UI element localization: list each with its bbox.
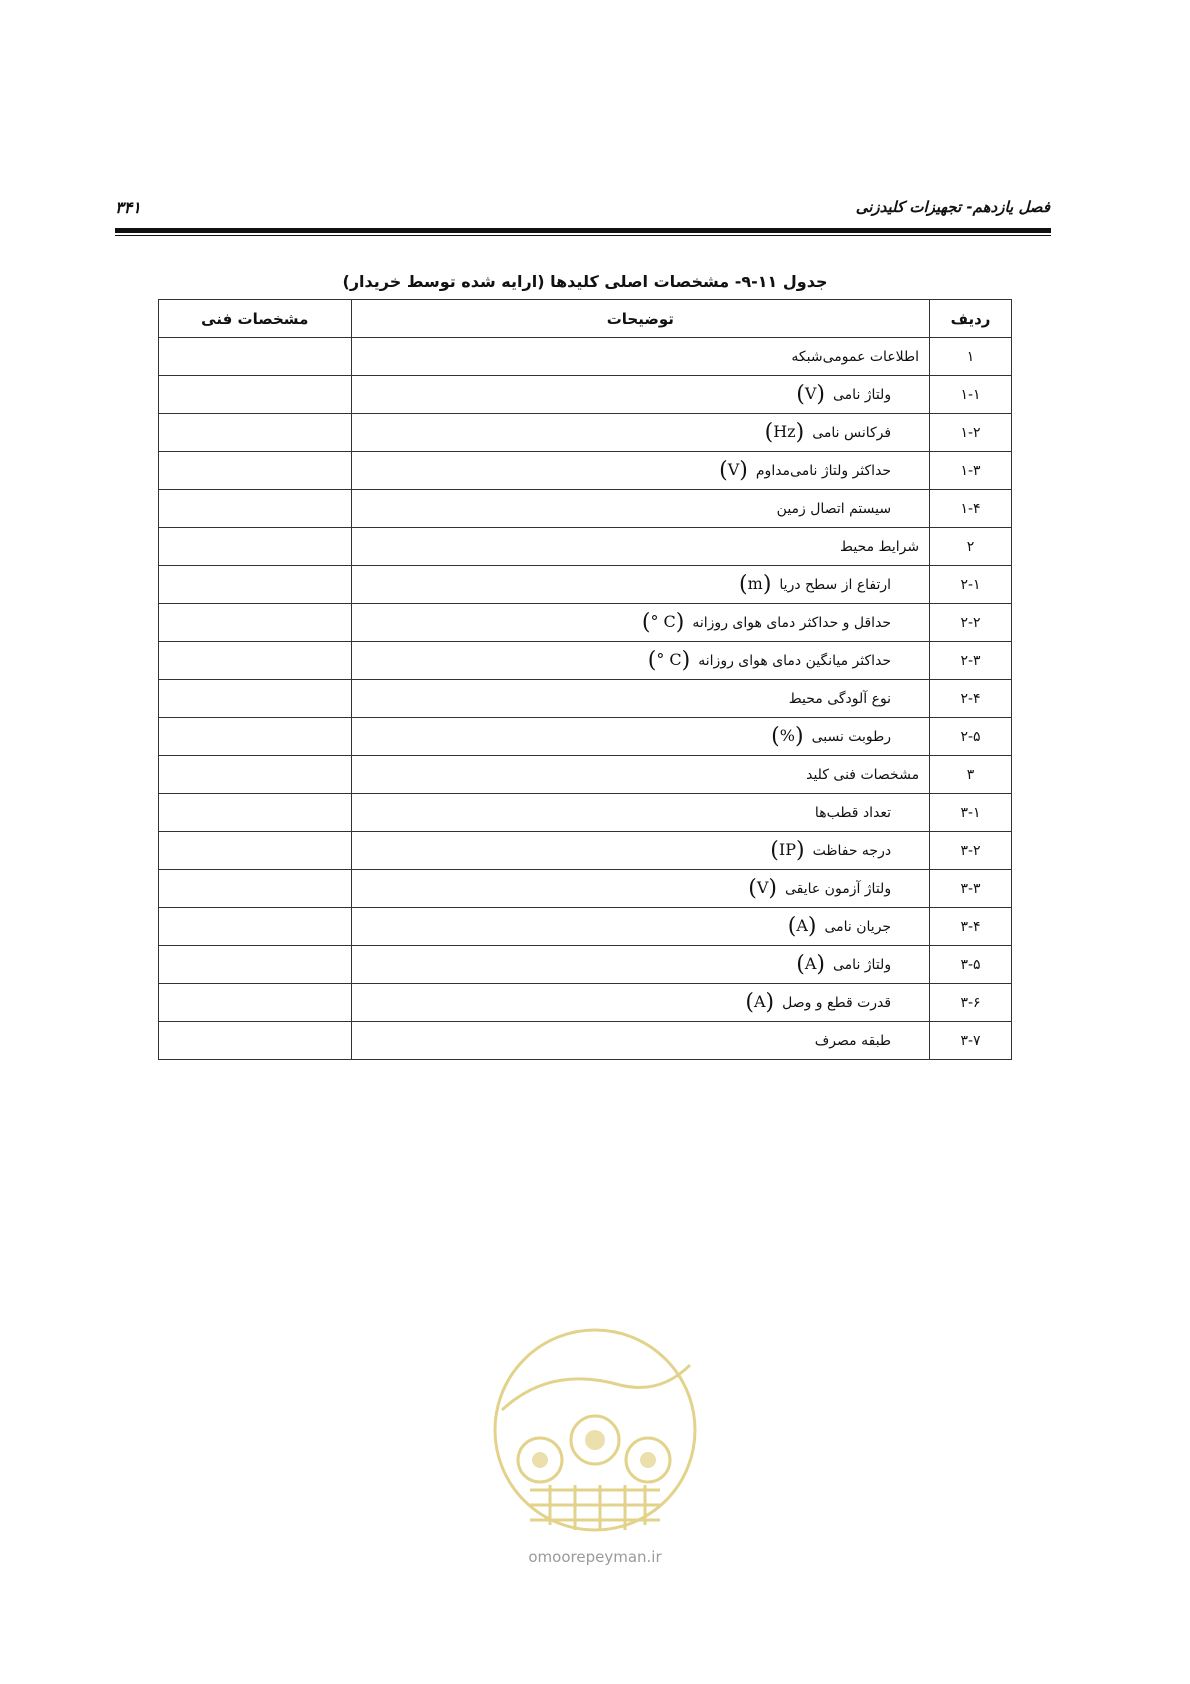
table-row [159,984,1012,1022]
row-description-text: جریان نامی [824,919,892,935]
row-unit-text: A [804,954,817,973]
header-rule-thick [115,228,1051,233]
row-number: ۲-۴ [930,680,1012,718]
row-number: ۱ [930,338,1012,376]
table-row [159,376,1012,414]
row-description [351,870,930,908]
row-number: ۳-۳ [930,870,1012,908]
row-technical-spec-cell[interactable] [159,718,352,756]
row-unit-text: V [727,460,740,479]
row-number: ۳-۴ [930,908,1012,946]
table-row [159,794,1012,832]
row-unit-text: V [804,384,817,403]
row-description [351,642,930,680]
row-unit: (IP) [770,838,805,863]
row-unit: (° C) [641,610,685,635]
row-number: ۱-۳ [930,452,1012,490]
header-technical-spec: مشخصات فنی [159,300,352,338]
table-row [159,832,1012,870]
row-description [351,946,930,984]
row-number: ۲-۵ [930,718,1012,756]
row-unit-text: A [796,916,808,935]
page-number: ۳۴۱ [115,198,141,217]
row-number: ۳-۲ [930,832,1012,870]
row-description-text: حداکثر میانگین دمای هوای روزانه [698,653,892,669]
row-description-text: سیستم اتصال زمین [776,500,892,517]
row-number: ۱-۱ [930,376,1012,414]
row-description-text: فرکانس نامی [812,425,892,441]
row-number: ۲-۲ [930,604,1012,642]
row-description-text: اطلاعات عمومی‌شبکه [791,348,920,365]
row-technical-spec-cell[interactable] [159,756,352,794]
row-technical-spec-cell[interactable] [159,680,352,718]
table-row [159,870,1012,908]
table-row [159,642,1012,680]
table-row [159,604,1012,642]
table-row [159,490,1012,528]
row-description-text: رطوبت نسبی [811,729,892,745]
row-unit: (Hz) [764,420,805,445]
row-description-text: نوع آلودگی محیط [788,690,892,707]
row-technical-spec-cell[interactable] [159,376,352,414]
row-unit-text: IP [778,840,796,859]
row-unit-text: V [756,878,769,897]
row-description [351,984,930,1022]
row-unit: (A) [745,990,775,1015]
row-unit: (A) [796,952,826,977]
row-description [351,414,930,452]
row-description-text: تعداد قطب‌ها [814,804,892,821]
row-unit-text: A [753,992,766,1011]
row-number: ۲-۱ [930,566,1012,604]
row-description [351,338,930,376]
row-technical-spec-cell[interactable] [159,832,352,870]
row-technical-spec-cell[interactable] [159,452,352,490]
table-header-row [159,300,1012,338]
row-description-text: ولتاژ نامی [833,387,892,403]
table-row [159,756,1012,794]
row-description [351,528,930,566]
row-description-text: درجه حفاظت [812,843,892,859]
table-body [159,338,1012,1060]
row-unit: (V) [796,382,826,407]
row-number: ۳-۷ [930,1022,1012,1060]
table-row [159,946,1012,984]
row-description [351,794,930,832]
row-technical-spec-cell[interactable] [159,566,352,604]
row-technical-spec-cell[interactable] [159,794,352,832]
row-unit-text: Hz [773,422,796,441]
table-row [159,566,1012,604]
table-row [159,1022,1012,1060]
table-row [159,452,1012,490]
row-technical-spec-cell[interactable] [159,908,352,946]
row-description [351,452,930,490]
row-description-text: ولتاژ آزمون عایقی [784,881,892,897]
row-description-text: قدرت قطع و وصل [782,995,892,1011]
row-unit: (%) [771,724,804,749]
watermark-caption: omoorepeyman.ir [528,1548,662,1566]
row-number: ۳ [930,756,1012,794]
table-row [159,680,1012,718]
row-technical-spec-cell[interactable] [159,1022,352,1060]
row-technical-spec-cell[interactable] [159,946,352,984]
row-description [351,490,930,528]
table-row [159,338,1012,376]
page-header [115,196,1050,226]
row-unit-text: % [779,726,795,745]
table-row [159,718,1012,756]
chapter-title: فصل یازدهم- تجهیزات کلیدزنی [855,198,1050,216]
row-description [351,908,930,946]
row-unit: (m) [739,572,772,597]
row-technical-spec-cell[interactable] [159,338,352,376]
row-description [351,566,930,604]
row-number: ۲-۳ [930,642,1012,680]
row-technical-spec-cell[interactable] [159,414,352,452]
row-description [351,832,930,870]
row-technical-spec-cell[interactable] [159,528,352,566]
row-description [351,718,930,756]
row-description [351,1022,930,1060]
row-description [351,604,930,642]
row-unit-text: ° C [656,650,682,669]
row-description-text: طبقه مصرف [814,1032,892,1049]
row-number: ۳-۱ [930,794,1012,832]
spec-table [158,299,1012,1060]
header-description: توضیحات [351,300,930,338]
row-number: ۱-۴ [930,490,1012,528]
table-row [159,908,1012,946]
row-description [351,756,930,794]
row-unit: (V) [748,876,777,901]
table-caption: جدول ۱۱-۹- مشخصات اصلی کلیدها (ارایه شده توسط خریدار) [342,272,828,291]
header-row-no: ردیف [930,300,1012,338]
row-technical-spec-cell[interactable] [159,490,352,528]
row-technical-spec-cell[interactable] [159,604,352,642]
row-technical-spec-cell[interactable] [159,642,352,680]
row-description-text: شرایط محیط [840,538,920,555]
row-description-text: حداکثر ولتاژ نامی‌مداوم [755,463,892,479]
table-row [159,414,1012,452]
table-row [159,528,1012,566]
omoorepeyman-logo-watermark [490,1325,700,1535]
row-technical-spec-cell[interactable] [159,984,352,1022]
row-number: ۳-۶ [930,984,1012,1022]
row-number: ۱-۲ [930,414,1012,452]
row-description-text: مشخصات فنی کلید [806,766,920,783]
row-unit: (A) [787,914,817,939]
row-description [351,680,930,718]
row-number: ۲ [930,528,1012,566]
row-description-text: ولتاژ نامی [833,957,892,973]
row-unit-text: ° C [650,612,676,631]
row-technical-spec-cell[interactable] [159,870,352,908]
row-description-text: ارتفاع از سطح دریا [779,577,892,593]
header-rule-thin [115,235,1051,236]
row-unit: (° C) [647,648,691,673]
row-unit-text: m [747,574,763,593]
row-description [351,376,930,414]
row-number: ۳-۵ [930,946,1012,984]
row-description-text: حداقل و حداکثر دمای هوای روزانه [692,615,892,631]
row-unit: (V) [719,458,748,483]
